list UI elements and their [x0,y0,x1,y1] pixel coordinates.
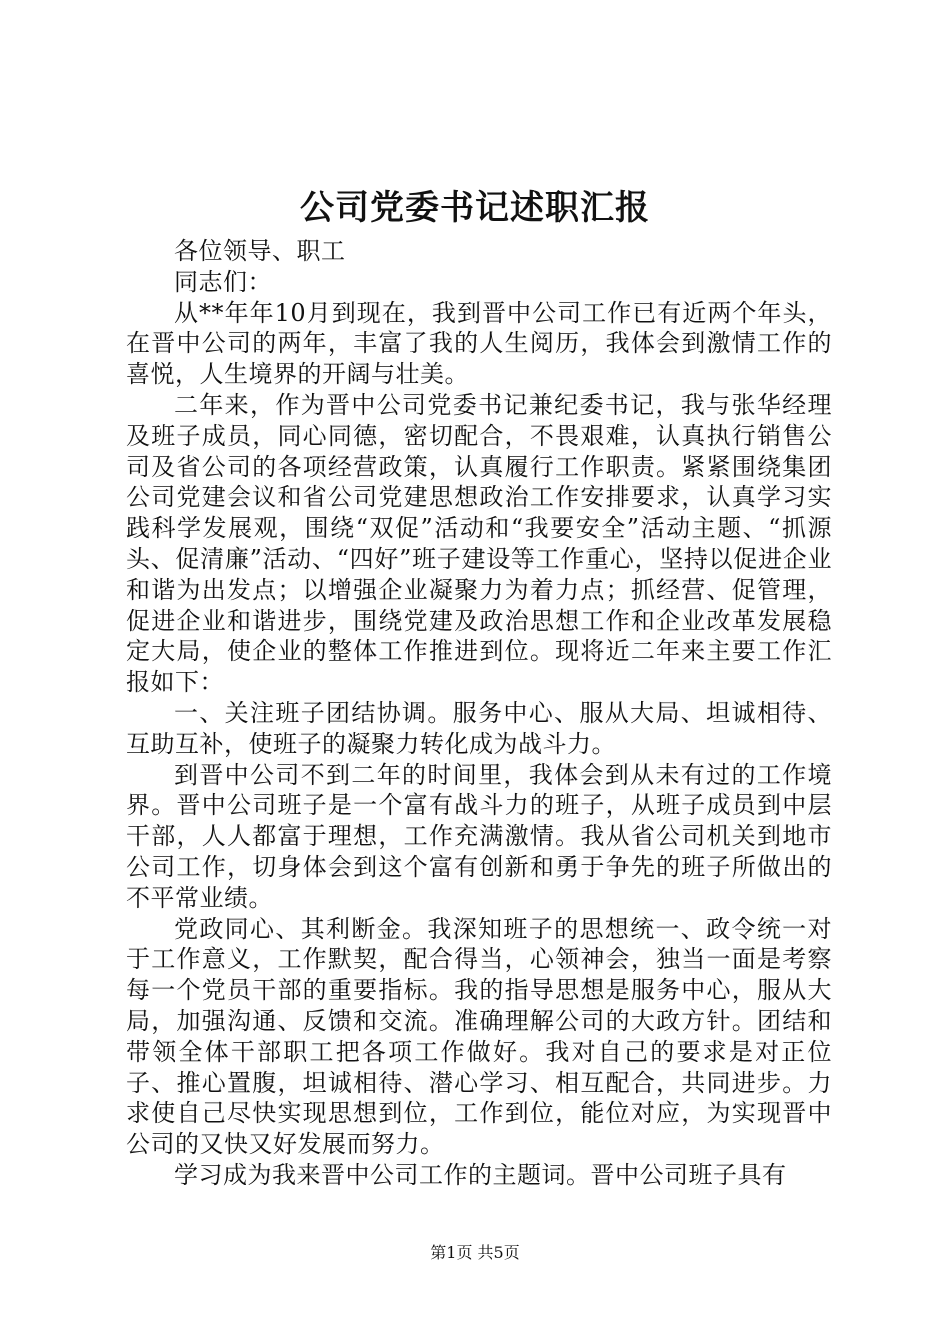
paragraph-section-1-heading: 一、关注班子团结协调。服务中心、服从大局、坦诚相待、互助互补，使班子的凝聚力转化成为战斗力。 [126,698,832,758]
salutation-line-1: 各位领导、职工 [174,237,346,265]
document-body [126,236,832,1191]
paragraph-experience: 到晋中公司不到二年的时间里，我体会到从未有过的工作境界。晋中公司班子是一个富有战斗力的班子，从班子成员到中层干部，人人都富于理想，工作充满激情。我从省公司机关到地市公司工作，切身体会到这个富有创新和勇于争先的班子所做出的不平常业绩。 [126,760,832,912]
paragraph-study: 学习成为我来晋中公司工作的主题词。晋中公司班子具有 [174,1160,787,1189]
salutation-line-2: 同志们： [174,267,272,296]
paragraph-overview: 二年来，作为晋中公司党委书记兼纪委书记，我与张华经理及班子成员，同心同德，密切配合，不畏艰难，认真执行销售公司及省公司的各项经营政策，认真履行工作职责。紧紧围绕集团公司党建会议和省公司党建思想政治工作安排要求，认真学习实践科学发展观，围绕“双促”活动和“我要安全”活动主题、“抓源头、促清廉”活动、“四好”班子建设等工作重心，坚持以促进企业和谐为出发点；以增强企业凝聚力为着力点；抓经营、促管理，促进企业和谐进步，围绕党建及政治思想工作和企业改革发展稳定大局，使企业的整体工作推进到位。现将近二年来主要工作汇报如下： [126,390,832,697]
paragraph-unity: 党政同心、其利断金。我深知班子的思想统一、政令统一对于工作意义，工作默契，配合得当，心领神会，独当一面是考察每一个党员干部的重要指标。我的指导思想是服务中心，服从大局，加强沟通、反馈和交流。准确理解公司的大政方针。团结和带领全体干部职工把各项工作做好。我对自己的要求是对正位子、推心置腹，坦诚相待、潜心学习、相互配合，共同进步。力求使自己尽快实现思想到位，工作到位，能位对应，为实现晋中公司的又快又好发展而努力。 [126,914,832,1159]
page-number-footer: 第1页 共5页 [430,1243,520,1262]
document-title: 公司党委书记述职汇报 [300,188,650,228]
paragraph-intro: 从**年年10月到现在，我到晋中公司工作已有近两个年头，在晋中公司的两年，丰富了我的人生阅历，我体会到激情工作的喜悦，人生境界的开阔与壮美。 [126,298,832,389]
